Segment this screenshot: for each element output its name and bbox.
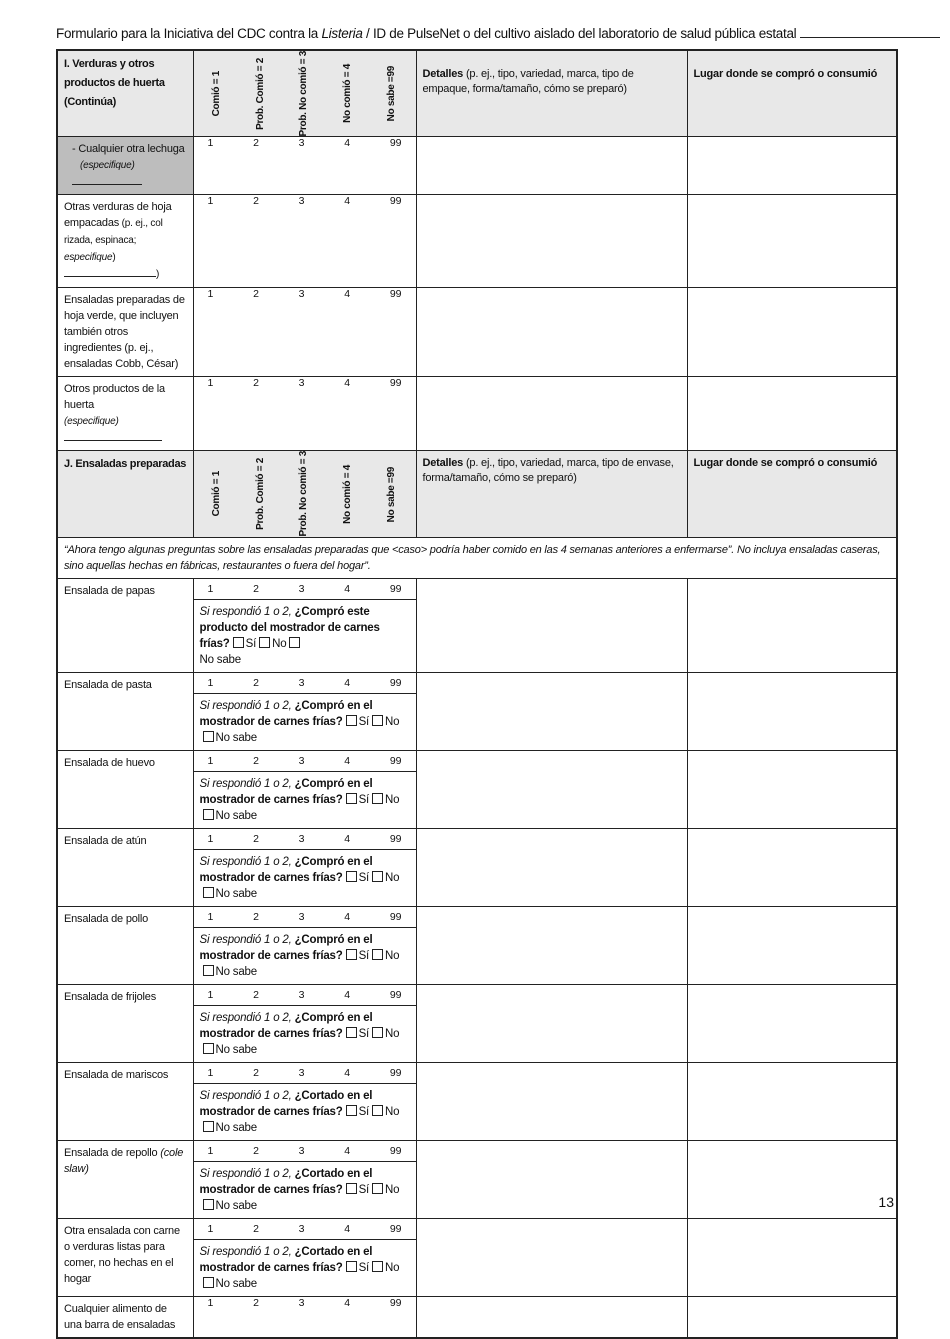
place-field[interactable] bbox=[687, 1140, 897, 1218]
checkbox-si[interactable] bbox=[346, 871, 357, 882]
section-j-title: J. Ensaladas preparadas bbox=[57, 451, 193, 537]
checkbox-si[interactable] bbox=[346, 793, 357, 804]
checkbox-no-sabe[interactable] bbox=[289, 637, 300, 648]
specify-field[interactable] bbox=[72, 174, 142, 185]
scale-options[interactable]: 1 2 3 4 99 bbox=[194, 751, 416, 772]
table-row bbox=[57, 1296, 897, 1338]
details-field[interactable] bbox=[416, 1218, 687, 1296]
deli-question: Si respondió 1 o 2, ¿Cortado en el mostrador de carnes frías? Sí NoNo sabe bbox=[199, 1089, 400, 1134]
header-post: / ID de PulseNet o del cultivo aislado del laboratorio de salud pública estatal bbox=[362, 26, 797, 41]
place-field[interactable] bbox=[687, 377, 897, 451]
row-label: - Cualquier otra lechuga (especifique) bbox=[57, 137, 193, 195]
scale-options[interactable]: 1 2 3 4 99 bbox=[193, 288, 416, 377]
place-header: Lugar donde se compró o consumió bbox=[687, 451, 897, 537]
deli-question: Si respondió 1 o 2, ¿Cortado en el mostrador de carnes frías? Sí NoNo sabe bbox=[199, 1167, 400, 1212]
specify-field[interactable] bbox=[64, 430, 162, 441]
place-field[interactable] bbox=[687, 906, 897, 984]
scale-options[interactable]: 1 2 3 4 99 bbox=[193, 377, 416, 451]
deli-question: Si respondió 1 o 2, ¿Compró en el mostrador de carnes frías? Sí NoNo sabe bbox=[199, 933, 400, 978]
row-label: Otra ensalada con carne o verduras listas para comer, no hechas en el hogar bbox=[57, 1218, 193, 1296]
details-field[interactable] bbox=[416, 750, 687, 828]
section-j-header bbox=[57, 451, 897, 537]
scale-header-2: Prob. Comió = 2 bbox=[254, 57, 266, 130]
checkbox-si[interactable] bbox=[346, 1261, 357, 1272]
checkbox-no[interactable] bbox=[372, 871, 383, 882]
scale-and-question bbox=[193, 906, 416, 984]
checkbox-no[interactable] bbox=[372, 1261, 383, 1272]
place-field[interactable] bbox=[687, 195, 897, 288]
place-field[interactable] bbox=[687, 984, 897, 1062]
scale-header-99: No sabe =99 bbox=[385, 66, 397, 122]
scale-options[interactable]: 1 2 3 4 99 bbox=[194, 907, 416, 928]
scale-header-4: No comió = 4 bbox=[342, 64, 354, 124]
details-header: Detalles (p. ej., tipo, variedad, marca, tipo de empaque, forma/tamaño, cómo se preparó) bbox=[416, 50, 687, 137]
scale-and-question bbox=[193, 672, 416, 750]
checkbox-no-sabe[interactable] bbox=[203, 731, 214, 742]
place-field[interactable] bbox=[687, 750, 897, 828]
row-label: Ensalada de pollo bbox=[57, 906, 193, 984]
table-row bbox=[57, 672, 897, 750]
intro-note: “Ahora tengo algunas preguntas sobre las ensaladas preparadas que <caso> podría haber comido en las 4 semanas anteriores a enfermarse”. No incluya ensaladas caseras, sino aquellas hechas en fábricas, restaurantes o fuera del hogar”. bbox=[57, 537, 897, 578]
scale-and-question bbox=[193, 984, 416, 1062]
details-field[interactable] bbox=[416, 828, 687, 906]
scale-options[interactable]: 1 2 3 4 99 bbox=[193, 195, 416, 288]
row-label: Otras verduras de hoja empacadas (p. ej., col rizada, espinaca; especifique) ) bbox=[57, 195, 193, 288]
checkbox-no-sabe[interactable] bbox=[203, 1043, 214, 1054]
scale-header-3: Prob. No comió = 3 bbox=[298, 451, 310, 537]
checkbox-no[interactable] bbox=[372, 1183, 383, 1194]
place-field[interactable] bbox=[687, 828, 897, 906]
checkbox-no[interactable] bbox=[372, 715, 383, 726]
row-label: Ensalada de atún bbox=[57, 828, 193, 906]
deli-question: Si respondió 1 o 2, ¿Cortado en el mostrador de carnes frías? Sí NoNo sabe bbox=[199, 1245, 400, 1290]
scale-options[interactable]: 1 2 3 4 99 bbox=[194, 985, 416, 1006]
details-field[interactable] bbox=[416, 984, 687, 1062]
scale-header-1: Comió = 1 bbox=[211, 471, 223, 517]
scale-options[interactable]: 1 2 3 4 99 bbox=[194, 1219, 416, 1240]
details-field[interactable] bbox=[416, 1296, 687, 1338]
row-label: Cualquier alimento de una barra de ensaladas bbox=[57, 1296, 193, 1338]
details-field[interactable] bbox=[416, 906, 687, 984]
table-row bbox=[57, 377, 897, 451]
scale-header-4: No comió = 4 bbox=[342, 464, 354, 524]
table-row bbox=[57, 288, 897, 377]
row-label: Ensalada de repollo (cole slaw) bbox=[57, 1140, 193, 1218]
header-pre: Formulario para la Iniciativa del CDC contra la bbox=[56, 26, 322, 41]
place-field[interactable] bbox=[687, 1218, 897, 1296]
section-i-title: I. Verduras y otros productos de huerta (Continúa) bbox=[57, 50, 193, 137]
table-row bbox=[57, 1218, 897, 1296]
place-field[interactable] bbox=[687, 288, 897, 377]
place-field[interactable] bbox=[687, 137, 897, 195]
scale-and-question bbox=[193, 1062, 416, 1140]
table-row bbox=[57, 137, 897, 195]
section-i-header bbox=[57, 50, 897, 137]
place-field[interactable] bbox=[687, 1062, 897, 1140]
details-field[interactable] bbox=[416, 1140, 687, 1218]
place-header: Lugar donde se compró o consumió bbox=[687, 50, 897, 137]
scale-and-question bbox=[193, 828, 416, 906]
scale-header-99: No sabe =99 bbox=[385, 466, 397, 522]
checkbox-no-sabe[interactable] bbox=[203, 887, 214, 898]
scale-header bbox=[193, 451, 416, 537]
row-label: Ensaladas preparadas de hoja verde, que incluyen también otros ingredientes (p. ej., ensaladas Cobb, César) bbox=[57, 288, 193, 377]
scale-and-question bbox=[193, 578, 416, 672]
checkbox-no[interactable] bbox=[372, 1027, 383, 1038]
checkbox-no[interactable] bbox=[372, 793, 383, 804]
scale-header bbox=[193, 50, 416, 137]
table-row bbox=[57, 750, 897, 828]
scale-options[interactable]: 1 2 3 4 99 bbox=[194, 1063, 416, 1084]
checkbox-no[interactable] bbox=[372, 949, 383, 960]
details-field[interactable] bbox=[416, 1062, 687, 1140]
scale-options[interactable]: 1 2 3 4 99 bbox=[194, 1141, 416, 1162]
details-field[interactable] bbox=[416, 377, 687, 451]
intro-note-row bbox=[57, 537, 897, 578]
row-label: Ensalada de huevo bbox=[57, 750, 193, 828]
row-label: Ensalada de papas bbox=[57, 578, 193, 672]
form-header bbox=[56, 25, 886, 41]
table-row bbox=[57, 195, 897, 288]
scale-and-question bbox=[193, 1140, 416, 1218]
scale-options[interactable]: 1 2 3 4 99 bbox=[194, 579, 416, 600]
scale-and-question bbox=[193, 1218, 416, 1296]
details-field[interactable] bbox=[416, 195, 687, 288]
details-header: Detalles (p. ej., tipo, variedad, marca, tipo de envase, forma/tamaño, cómo se preparó) bbox=[416, 451, 687, 537]
scale-header-1: Comió = 1 bbox=[211, 71, 223, 117]
checkbox-si[interactable] bbox=[346, 949, 357, 960]
row-label: Ensalada de frijoles bbox=[57, 984, 193, 1062]
scale-header-3: Prob. No comió = 3 bbox=[298, 51, 310, 137]
page-number: 13 bbox=[878, 1194, 894, 1210]
scale-options[interactable]: 1 2 3 4 99 bbox=[194, 829, 416, 850]
place-field[interactable] bbox=[687, 1296, 897, 1338]
food-form-table bbox=[56, 49, 898, 1339]
checkbox-no-sabe[interactable] bbox=[203, 1121, 214, 1132]
details-field[interactable] bbox=[416, 578, 687, 672]
table-row bbox=[57, 578, 897, 672]
row-label: Ensalada de pasta bbox=[57, 672, 193, 750]
deli-question: Si respondió 1 o 2, ¿Compró en el mostrador de carnes frías? Sí NoNo sabe bbox=[199, 855, 400, 900]
checkbox-no-sabe[interactable] bbox=[203, 965, 214, 976]
deli-question: Si respondió 1 o 2, ¿Compró en el mostrador de carnes frías? Sí NoNo sabe bbox=[199, 777, 400, 822]
scale-options[interactable]: 1 2 3 4 99 bbox=[194, 673, 416, 694]
checkbox-si[interactable] bbox=[233, 637, 244, 648]
row-label: Otros productos de la huerta (especifique) bbox=[57, 377, 193, 451]
specify-field[interactable] bbox=[64, 266, 156, 277]
checkbox-si[interactable] bbox=[346, 1105, 357, 1116]
table-row bbox=[57, 1062, 897, 1140]
table-row bbox=[57, 984, 897, 1062]
id-field[interactable] bbox=[800, 25, 940, 38]
checkbox-no-sabe[interactable] bbox=[203, 1199, 214, 1210]
checkbox-si[interactable] bbox=[346, 1183, 357, 1194]
deli-question: Si respondió 1 o 2, ¿Compró este producto del mostrador de carnes frías? Sí No No sabe bbox=[199, 605, 380, 666]
details-field[interactable] bbox=[416, 288, 687, 377]
scale-options[interactable]: 1 2 3 4 99 bbox=[193, 137, 416, 195]
checkbox-si[interactable] bbox=[346, 715, 357, 726]
details-field[interactable] bbox=[416, 137, 687, 195]
checkbox-no-sabe[interactable] bbox=[203, 809, 214, 820]
checkbox-no-sabe[interactable] bbox=[203, 1277, 214, 1288]
table-row bbox=[57, 828, 897, 906]
scale-header-2: Prob. Comió = 2 bbox=[254, 458, 266, 531]
deli-question: Si respondió 1 o 2, ¿Compró en el mostrador de carnes frías? Sí NoNo sabe bbox=[199, 699, 400, 744]
table-row bbox=[57, 906, 897, 984]
details-field[interactable] bbox=[416, 672, 687, 750]
scale-and-question bbox=[193, 750, 416, 828]
table-row bbox=[57, 1140, 897, 1218]
scale-options[interactable]: 1 2 3 4 99 bbox=[193, 1296, 416, 1338]
place-field[interactable] bbox=[687, 578, 897, 672]
place-field[interactable] bbox=[687, 672, 897, 750]
header-italic: Listeria bbox=[321, 26, 363, 41]
deli-question: Si respondió 1 o 2, ¿Compró en el mostrador de carnes frías? Sí NoNo sabe bbox=[199, 1011, 400, 1056]
checkbox-no[interactable] bbox=[259, 637, 270, 648]
checkbox-no[interactable] bbox=[372, 1105, 383, 1116]
row-label: Ensalada de mariscos bbox=[57, 1062, 193, 1140]
checkbox-si[interactable] bbox=[346, 1027, 357, 1038]
